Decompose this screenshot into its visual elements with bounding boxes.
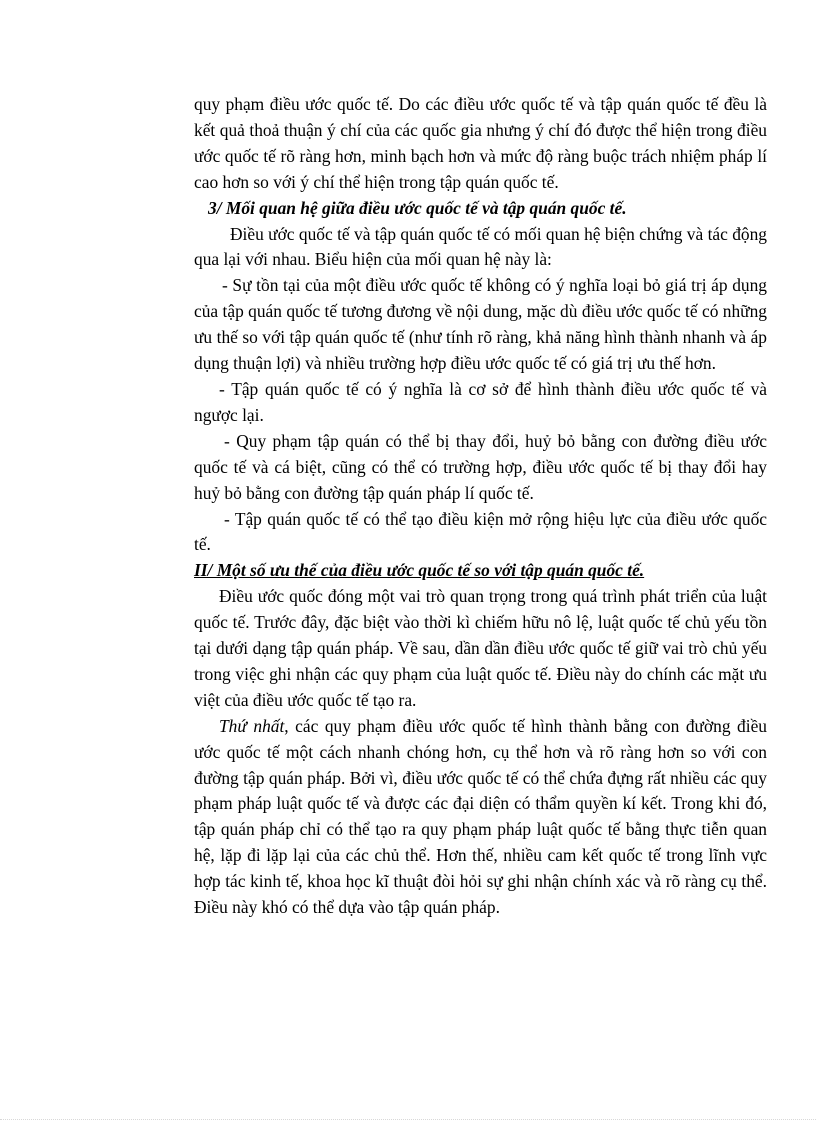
first-point-lead: Thứ nhất [219, 715, 285, 736]
document-page [194, 92, 767, 921]
advantage-intro-paragraph: Điều ước quốc đóng một vai trò quan trọng trong quá trình phát triển của luật quốc tế. Trước đây, đặc biệt vào thời kì chiếm hữu nô lệ, luật quốc tế chủ yếu tồn tại dưới dạng tập quán pháp. Về sau, dần dần điều ước quốc tế giữ vai trò chủ yếu trong việc ghi nhận các quy phạm của luật quốc tế. Điều này do chính các mặt ưu việt của điều ước quốc tế tạo ra. [194, 586, 767, 710]
section-heading-ii: II/ Một số ưu thế của điều ước quốc tế so với tập quán quốc tế. [194, 560, 645, 581]
section-heading-3: 3/ Mối quan hệ giữa điều ước quốc tế và tập quán quốc tế. [208, 197, 627, 218]
relation-item-1: - Sự tồn tại của một điều ước quốc tế không có ý nghĩa loại bỏ giá trị áp dụng của tập quán quốc tế tương đương về nội dung, mặc dù điều ước quốc tế có những ưu thế so với tập quán quốc tế (như tính rõ ràng, khả năng hình thành nhanh và áp dụng thuận lợi) và nhiều trường hợp điều ước quốc tế có giá trị ưu thế hơn. [194, 275, 767, 374]
relation-item-3: - Quy phạm tập quán có thể bị thay đổi, huỷ bỏ bằng con đường điều ước quốc tế và cá biệt, cũng có thể có trường hợp, điều ước quốc tế bị thay đổi hay huỷ bỏ bằng con đường tập quán pháp lí quốc tế. [194, 430, 767, 503]
page-bottom-divider [0, 1119, 816, 1120]
relation-item-2: - Tập quán quốc tế có ý nghĩa là cơ sở để hình thành điều ước quốc tế và ngược lại. [194, 378, 767, 425]
relation-intro-paragraph: Điều ước quốc tế và tập quán quốc tế có mối quan hệ biện chứng và tác động qua lại với nhau. Biểu hiện của mối quan hệ này là: [194, 223, 767, 270]
paragraph-continuation: quy phạm điều ước quốc tế. Do các điều ước quốc tế và tập quán quốc tế đều là kết quả thoả thuận ý chí của các quốc gia nhưng ý chí đó được thể hiện trong điều ước quốc tế rõ ràng hơn, minh bạch hơn và mức độ ràng buộc trách nhiệm pháp lí cao hơn so với ý chí thể hiện trong tập quán quốc tế. [194, 94, 767, 192]
relation-item-4: - Tập quán quốc tế có thể tạo điều kiện mở rộng hiệu lực của điều ước quốc tế. [194, 508, 767, 555]
first-point-text: , các quy phạm điều ước quốc tế hình thành bằng con đường điều ước quốc tế một cách nhanh chóng hơn, cụ thể hơn và rõ ràng hơn so với con đường tập quán pháp. Bởi vì, điều ước quốc tế có thể chứa đựng rất nhiều các quy phạm pháp luật quốc tế và được các đại diện có thẩm quyền kí kết. Trong khi đó, tập quán pháp chỉ có thể tạo ra quy phạm pháp luật quốc tế bằng thực tiễn quan hệ, lặp đi lặp lại của các chủ thể. Hơn thế, nhiều cam kết quốc tế trong lĩnh vực hợp tác kinh tế, khoa học kĩ thuật đòi hỏi sự ghi nhận chính xác và rõ ràng cụ thể. Điều này khó có thể dựa vào tập quán pháp. [194, 715, 767, 918]
first-point-paragraph [194, 714, 767, 921]
